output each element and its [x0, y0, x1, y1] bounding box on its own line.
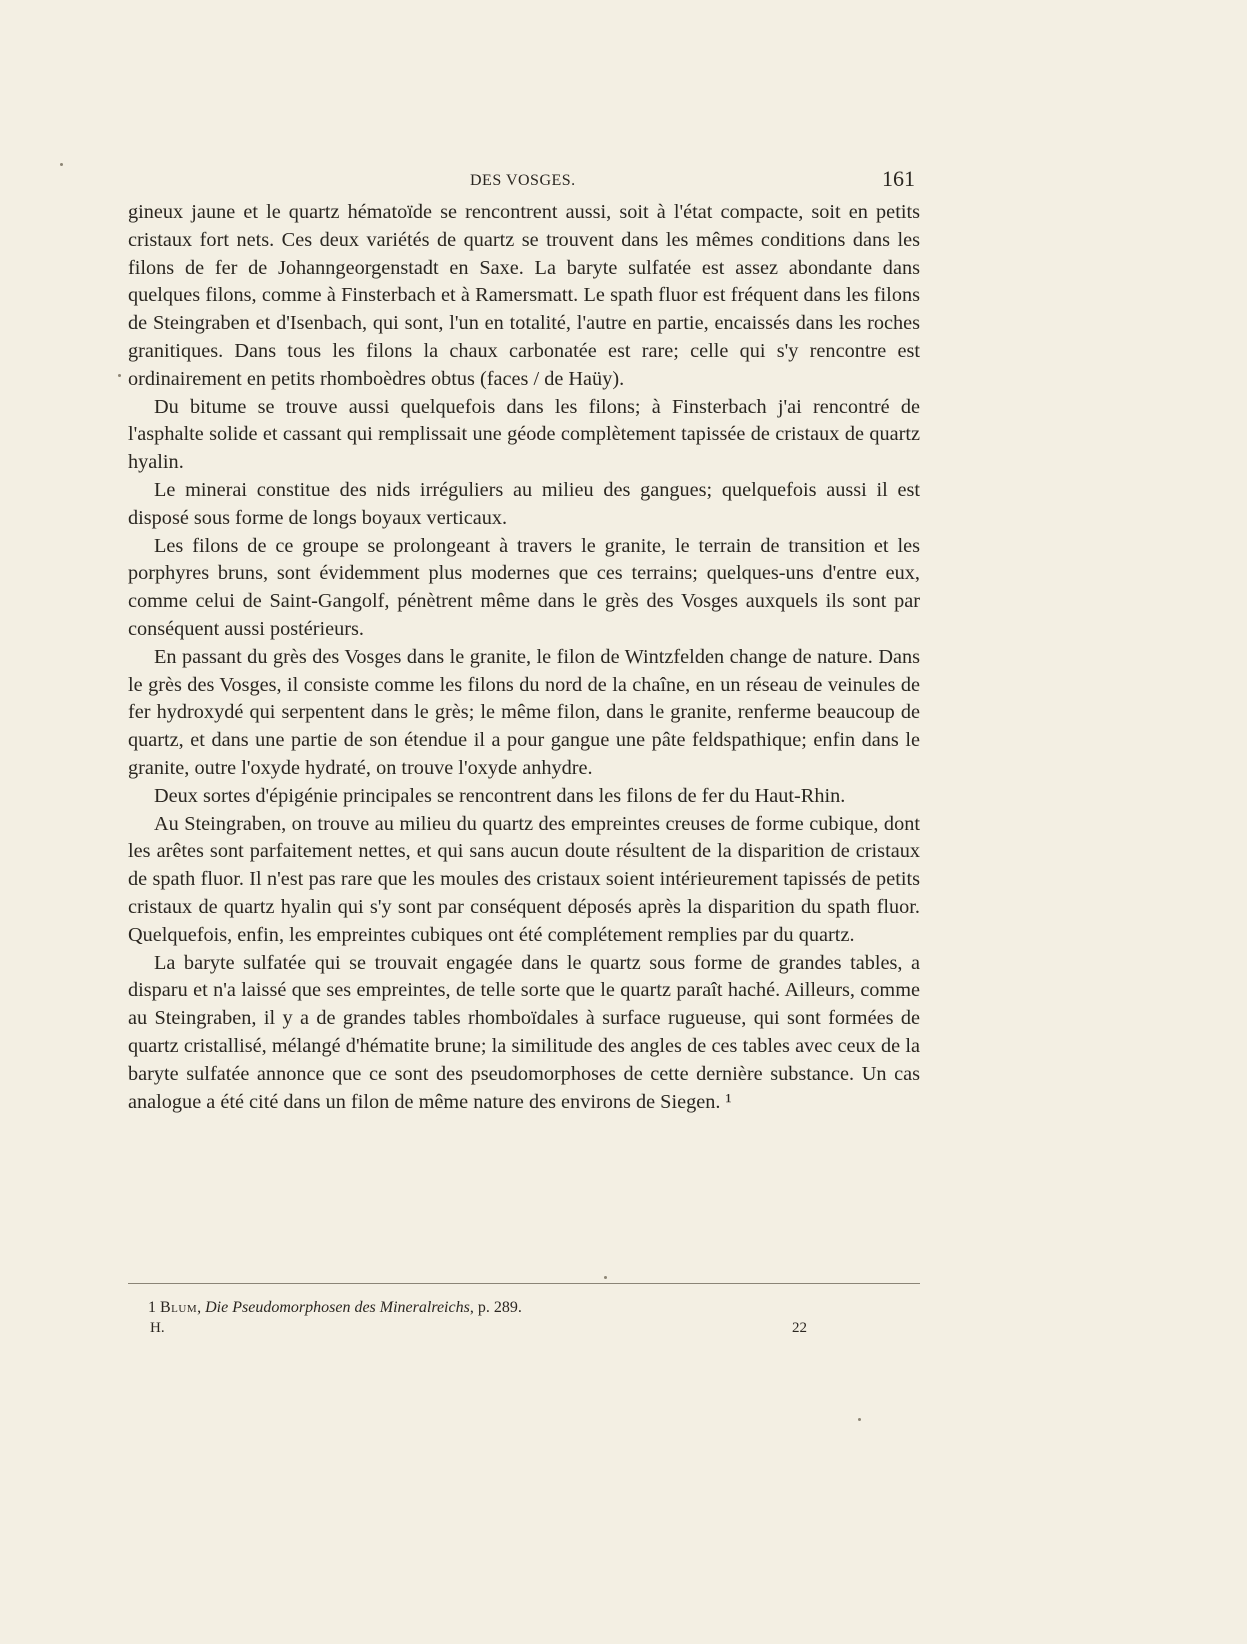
running-title: DES VOSGES. — [470, 172, 576, 189]
signature-mark: H. — [150, 1320, 165, 1336]
footnote-page-ref: , p. 289. — [469, 1299, 522, 1316]
paper-speck — [60, 163, 63, 166]
footnote: 1 Blum, Die Pseudomorphosen des Mineralreichs, p. 289. — [148, 1299, 522, 1316]
page-number: 161 — [882, 166, 915, 191]
footnote-author: Blum — [160, 1299, 198, 1316]
paragraph: Deux sortes d'épigénie principales se rencontrent dans les filons de fer du Haut-Rhin. — [154, 784, 846, 807]
paragraph: gineux jaune et le quartz hématoïde se rencontrent aussi, soit à l'état compacte, soit en petits cristaux fort nets. Ces deux variétés de quartz se trouvent dans les mêmes conditions dans les filons de fer de Johanngeorgenstadt en Saxe. La baryte sulfatée est assez abondante dans quelques filons, comme à Finsterbach et à Ramersmatt. Le spath fluor est fréquent dans les filons de Steingraben et d'Isenbach, qui sont, l'un en totalité, l'autre en partie, encaissés dans les roches granitiques. Dans tous les filons la chaux carbonatée est rare; celle qui s'y rencontre est ordinairement en petits rhomboèdres obtus (faces / de Haüy). — [128, 201, 920, 390]
paper-speck — [118, 374, 121, 377]
paragraph: Le minerai constitue des nids irréguliers au milieu des gangues; quelquefois aussi il est disposé sous forme de longs boyaux verticaux. — [128, 478, 920, 529]
paragraph: Du bitume se trouve aussi quelquefois dans les filons; à Finsterbach j'ai rencontré de l'asphalte solide et cassant qui remplissait une géode complètement tapissée de cristaux de quartz hyalin. — [128, 395, 920, 474]
paragraph: La baryte sulfatée qui se trouvait engagée dans le quartz sous forme de grandes tables, a disparu et n'a laissé que ses empreintes, de telle sorte que le quartz paraît haché. Ailleurs, comme au Steingraben, il y a de grandes tables rhomboïdales à surface rugueuse, qui sont formées de quartz cristallisé, mélangé d'hématite brune; la similitude des angles de ces tables avec ceux de la baryte sulfatée annonce que ce sont des pseudomorphoses de cette dernière substance. Un cas analogue a été cité dans un filon de même nature des environs de Siegen. ¹ — [128, 951, 920, 1113]
paper-speck — [604, 1276, 607, 1279]
paragraph: En passant du grès des Vosges dans le granite, le filon de Wintzfelden change de nature. Dans le grès des Vosges, il consiste comme les filons du nord de la chaîne, en un réseau de veinules de fer hydroxydé qui serpentent dans le grès; le même filon, dans le granite, renferme beaucoup de quartz, et dans une partie de son étendue il a pour gangue une pâte feldspathique; enfin dans le granite, outre l'oxyde hydraté, on trouve l'oxyde anhydre. — [128, 645, 920, 779]
body-text — [128, 199, 920, 1116]
footnote-number: 1 — [148, 1299, 156, 1316]
signature-number: 22 — [792, 1320, 807, 1336]
footnote-rule — [128, 1283, 920, 1284]
footnote-title: Die Pseudomorphosen des Mineralreichs — [205, 1299, 470, 1316]
paper-speck — [858, 1418, 861, 1421]
paragraph: Les filons de ce groupe se prolongeant à travers le granite, le terrain de transition et les porphyres bruns, sont évidemment plus modernes que ces terrains; quelques-uns d'entre eux, comme celui de Saint-Gangolf, pénètrent même dans le grès des Vosges auxquels ils sont par conséquent aussi postérieurs. — [128, 534, 920, 640]
paragraph: Au Steingraben, on trouve au milieu du quartz des empreintes creuses de forme cubique, dont les arêtes sont parfaitement nettes, et qui sans aucun doute résultent de la disparition de cristaux de spath fluor. Il n'est pas rare que les moules des cristaux soient intérieurement tapissés de petits cristaux de quartz hyalin qui s'y sont par conséquent déposés après la disparition du spath fluor. Quelquefois, enfin, les empreintes cubiques ont été complétement remplies par du quartz. — [128, 812, 920, 946]
